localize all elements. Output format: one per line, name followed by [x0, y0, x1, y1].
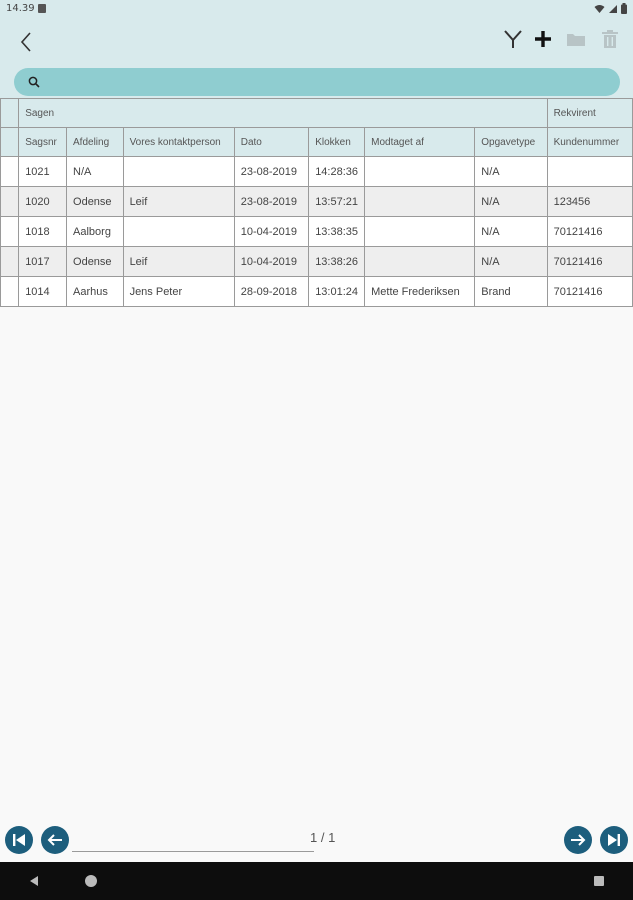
- cell-opgavetype: N/A: [475, 187, 547, 217]
- status-time: 14.39: [6, 3, 35, 14]
- search-icon: [28, 76, 40, 88]
- cell-sagsnr: 1017: [19, 247, 67, 277]
- table-row[interactable]: [1, 187, 633, 217]
- cell-opgavetype: N/A: [475, 217, 547, 247]
- cell-afdeling: N/A: [67, 157, 124, 187]
- cell-modtaget-af: [365, 157, 475, 187]
- last-page-icon: [606, 833, 622, 847]
- cell-afdeling: Aalborg: [67, 217, 124, 247]
- cell-opgavetype: N/A: [475, 247, 547, 277]
- cell-kontaktperson: Leif: [123, 247, 234, 277]
- folder-button[interactable]: [563, 26, 589, 52]
- cell-dato: 10-04-2019: [234, 217, 308, 247]
- group-header-sagen: Sagen: [19, 99, 547, 128]
- cell-opgavetype: Brand: [475, 277, 547, 307]
- cell-dato: 23-08-2019: [234, 187, 308, 217]
- page-indicator: 1 / 1: [310, 830, 336, 845]
- pagination-divider: [72, 851, 314, 852]
- cell-afdeling: Odense: [67, 187, 124, 217]
- cell-klokken: 13:01:24: [309, 277, 365, 307]
- signal-icon: [608, 4, 618, 14]
- column-header-kundenummer[interactable]: Kundenummer: [547, 128, 632, 157]
- cell-kontaktperson: [123, 157, 234, 187]
- column-header-opgavetype[interactable]: Opgavetype: [475, 128, 547, 157]
- cell-dato: 10-04-2019: [234, 247, 308, 277]
- table-row[interactable]: [1, 157, 633, 187]
- column-header-klokken[interactable]: Klokken: [309, 128, 365, 157]
- cell-afdeling: Odense: [67, 247, 124, 277]
- cell-kundenummer: 70121416: [547, 247, 632, 277]
- back-button[interactable]: [14, 26, 38, 58]
- column-header-dato[interactable]: Dato: [234, 128, 308, 157]
- pagination-bar: [0, 822, 633, 862]
- row-select-cell[interactable]: [1, 247, 19, 277]
- cell-kontaktperson: Leif: [123, 187, 234, 217]
- cell-modtaget-af: [365, 247, 475, 277]
- arrow-left-icon: [47, 833, 63, 847]
- cell-kundenummer: [547, 157, 632, 187]
- chevron-left-icon: [19, 31, 33, 53]
- group-header-row: [1, 99, 633, 128]
- cell-klokken: 14:28:36: [309, 157, 365, 187]
- cell-sagsnr: 1020: [19, 187, 67, 217]
- cell-dato: 28-09-2018: [234, 277, 308, 307]
- first-page-icon: [11, 833, 27, 847]
- cell-sagsnr: 1018: [19, 217, 67, 247]
- cell-sagsnr: 1021: [19, 157, 67, 187]
- previous-page-button[interactable]: [41, 826, 69, 854]
- delete-button[interactable]: [597, 26, 623, 52]
- cell-modtaget-af: Mette Frederiksen: [365, 277, 475, 307]
- row-select-cell[interactable]: [1, 187, 19, 217]
- column-header-select-cell: [1, 128, 19, 157]
- notification-icon: [38, 4, 46, 13]
- column-header-sagsnr[interactable]: Sagsnr: [19, 128, 67, 157]
- add-button[interactable]: [530, 26, 556, 52]
- first-page-button[interactable]: [5, 826, 33, 854]
- cell-klokken: 13:57:21: [309, 187, 365, 217]
- system-navigation-bar: [0, 862, 633, 900]
- column-header-afdeling[interactable]: Afdeling: [67, 128, 124, 157]
- table-row[interactable]: [1, 217, 633, 247]
- data-table: [0, 98, 633, 307]
- trash-icon: [602, 30, 618, 48]
- arrow-right-icon: [570, 833, 586, 847]
- search-bar[interactable]: [14, 68, 620, 96]
- cell-kundenummer: 70121416: [547, 217, 632, 247]
- group-header-select-cell: [1, 99, 19, 128]
- column-header-kontaktperson[interactable]: Vores kontaktperson: [123, 128, 234, 157]
- column-header-row: [1, 128, 633, 157]
- cell-kontaktperson: [123, 217, 234, 247]
- column-header-modtaget-af[interactable]: Modtaget af: [365, 128, 475, 157]
- row-select-cell[interactable]: [1, 157, 19, 187]
- cell-klokken: 13:38:35: [309, 217, 365, 247]
- nav-back-icon[interactable]: [30, 876, 38, 886]
- nav-home-icon[interactable]: [85, 875, 97, 887]
- filter-button[interactable]: [500, 26, 526, 52]
- next-page-button[interactable]: [564, 826, 592, 854]
- cell-dato: 23-08-2019: [234, 157, 308, 187]
- folder-icon: [567, 32, 585, 46]
- nav-recents-icon[interactable]: [594, 876, 604, 886]
- battery-icon: [621, 3, 627, 14]
- search-input[interactable]: [48, 68, 620, 96]
- cell-kundenummer: 70121416: [547, 277, 632, 307]
- table-row[interactable]: [1, 247, 633, 277]
- status-icons: [594, 3, 627, 14]
- cell-afdeling: Aarhus: [67, 277, 124, 307]
- row-select-cell[interactable]: [1, 277, 19, 307]
- status-bar: [0, 0, 633, 18]
- cell-kontaktperson: Jens Peter: [123, 277, 234, 307]
- table-row[interactable]: [1, 277, 633, 307]
- row-select-cell[interactable]: [1, 217, 19, 247]
- group-header-rekvirent: Rekvirent: [547, 99, 632, 128]
- cell-sagsnr: 1014: [19, 277, 67, 307]
- cell-modtaget-af: [365, 187, 475, 217]
- wifi-icon: [594, 4, 605, 14]
- cell-modtaget-af: [365, 217, 475, 247]
- plus-icon: [533, 29, 553, 49]
- filter-icon: [503, 28, 523, 50]
- cell-opgavetype: N/A: [475, 157, 547, 187]
- data-table-container: [0, 98, 633, 308]
- last-page-button[interactable]: [600, 826, 628, 854]
- cell-kundenummer: 123456: [547, 187, 632, 217]
- cell-klokken: 13:38:26: [309, 247, 365, 277]
